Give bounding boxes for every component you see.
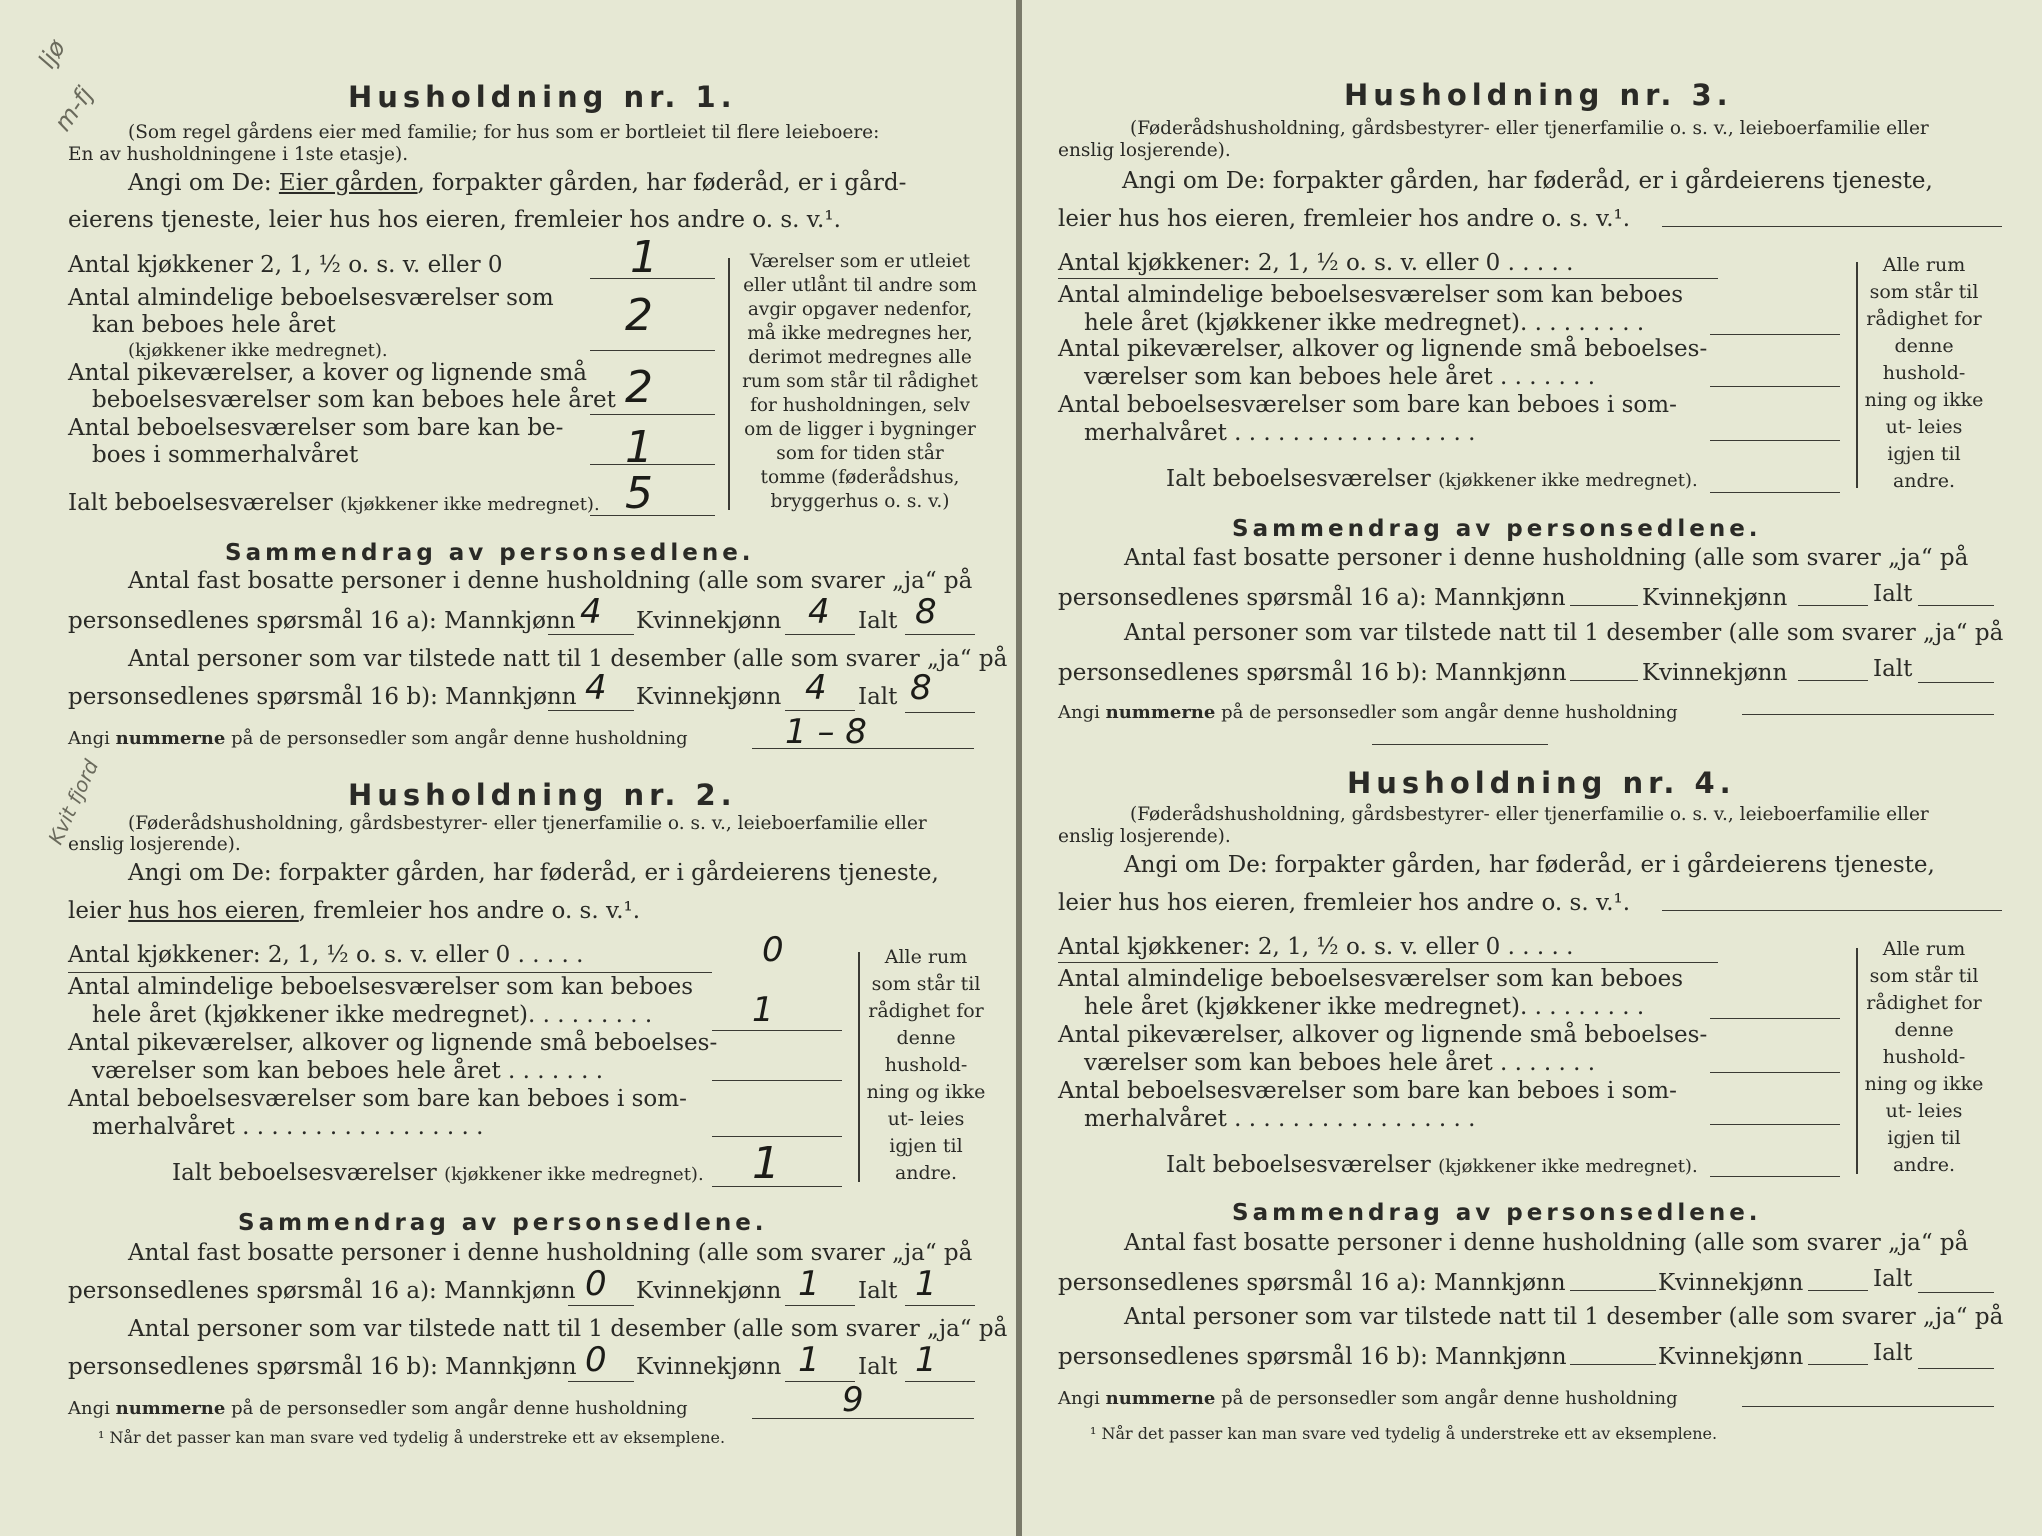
h4-brace — [1856, 948, 1858, 1174]
h2-kjokken-label: Antal kjøkkener: 2, 1, ½ o. s. v. eller 0 . . . . . — [68, 942, 584, 968]
h1-angi-line-2: eierens tjeneste, leier hus hos eieren, fremleier hos andre o. s. v.¹. — [68, 207, 841, 233]
h2-ialt-label: Ialt beboelsesværelser — [172, 1160, 437, 1186]
h1-kjokken-value: 1 — [630, 232, 658, 283]
h3-angi-line-2: leier hus hos eieren, fremleier hos andre o. s. v.¹. — [1058, 206, 1631, 232]
h3-pike-line-2: værelser som kan beboes hele året . . . . . . . — [1084, 364, 1596, 390]
h3-note-1: (Føderådshusholdning, gårdsbestyrer- eller tjenerfamilie o. s. v., leieboerfamilie eller — [1130, 118, 1929, 139]
h4-summary-b-line-2 — [1058, 1344, 1567, 1370]
h2-som-line-1: Antal beboelsesværelser som bare kan beboes i som- — [68, 1086, 687, 1112]
h2-a-ialt-label: Ialt — [858, 1278, 898, 1304]
h4-num-b: nummerne — [1105, 1388, 1216, 1409]
h4-b-kvinne-label: Kvinnekjønn — [1658, 1344, 1804, 1370]
h2-summary-a-line-1: Antal fast bosatte personer i denne husholdning (alle som svarer „ja“ på — [128, 1240, 973, 1266]
h3-ialt-note: (kjøkkener ikke medregnet). — [1438, 470, 1698, 491]
h4-ialt-note: (kjøkkener ikke medregnet). — [1438, 1156, 1698, 1177]
h3-a-mann-label: personsedlenes spørsmål 16 a): Mannkjønn — [1058, 585, 1566, 611]
h1-a-kvinne-value: 4 — [808, 592, 830, 632]
pencil-mark-1: ljø — [32, 34, 72, 74]
h2-ialt-value: 1 — [752, 1138, 780, 1189]
h1-alm-line-3: (kjøkkener ikke medregnet). — [128, 340, 388, 361]
h3-a-kvinne-label: Kvinnekjønn — [1642, 585, 1788, 611]
h1-note-1: (Som regel gårdens eier med familie; for hus som er bortleiet til flere leieboere: — [128, 122, 880, 143]
h3-title: Husholdning nr. 3. — [1344, 78, 1733, 112]
h4-b-mann-label: personsedlenes spørsmål 16 b): Mannkjønn — [1058, 1344, 1567, 1370]
h3-b-kvinne-label: Kvinnekjønn — [1642, 660, 1788, 686]
h2-pike-line-1: Antal pikeværelser, alkover og lignende små beboelses- — [68, 1030, 718, 1056]
h2-b-kvinne-label: Kvinnekjønn — [636, 1354, 782, 1380]
h2-b-mann-value: 0 — [585, 1340, 607, 1380]
h3-som-line-2: merhalvåret . . . . . . . . . . . . . . . . . — [1084, 420, 1476, 446]
h2-summary-a-line-2: personsedlenes spørsmål 16 a): Mannkjønn — [68, 1278, 576, 1304]
h1-side-note: Værelser som er utleiet eller utlånt til andre som avgir opgaver nedenfor, må ikke medregnes her, derimot medregnes alle rum som står til rådighet for husholdningen, selv om de ligger i bygninger som for tiden står tomme (føderådshus, bryggerhus o. s. v.) — [742, 251, 978, 512]
h2-title: Husholdning nr. 2. — [348, 778, 737, 812]
h4-nummerne — [1058, 1388, 1678, 1409]
h4-pike-line-2: værelser som kan beboes hele året . . . . . . . — [1084, 1050, 1596, 1076]
h1-summary-a-line-1: Antal fast bosatte personer i denne husholdning (alle som svarer „ja“ på — [128, 568, 973, 594]
h4-ialt-label: Ialt beboelsesværelser — [1166, 1152, 1431, 1178]
h1-alm-value: 2 — [625, 290, 653, 341]
h1-som-line-1: Antal beboelsesværelser som bare kan be- — [68, 415, 564, 441]
h3-summary-a-line-1: Antal fast bosatte personer i denne husholdning (alle som svarer „ja“ på — [1124, 545, 1969, 571]
h1-ialt-note: (kjøkkener ikke medregnet). — [340, 494, 600, 515]
h1-a-mann-value: 4 — [580, 592, 602, 632]
h4-summary-title: Sammendrag av personsedlene. — [1232, 1200, 1762, 1226]
h2-alm-line-1: Antal almindelige beboelsesværelser som kan beboes — [68, 974, 694, 1000]
h2-summary-b-line-1: Antal personer som var tilstede natt til 1 desember (alle som svarer „ja“ på — [128, 1316, 1008, 1342]
left-footnote: ¹ Når det passer kan man svare ved tydelig å understreke ett av eksemplene. — [98, 1428, 726, 1447]
h4-alm-line-2: hele året (kjøkkener ikke medregnet). . . . . . . . . — [1084, 994, 1645, 1020]
h2-angi-selected: hus hos eieren — [128, 898, 299, 924]
h3-note-2: enslig losjerende). — [1058, 140, 1231, 161]
h2-som-line-2: merhalvåret . . . . . . . . . . . . . . . . . — [92, 1114, 484, 1140]
h1-title: Husholdning nr. 1. — [348, 80, 737, 114]
h1-summary-a-line-2: personsedlenes spørsmål 16 a): Mannkjønn — [68, 608, 576, 634]
h4-side-note: Alle rum som står til rådighet for denne hushold- ning og ikke ut- leies igjen til andre. — [1864, 938, 1984, 1176]
h1-alm-line-1: Antal almindelige beboelsesværelser som — [68, 285, 554, 311]
h4-summary-a-line-1: Antal fast bosatte personer i denne husholdning (alle som svarer „ja“ på — [1124, 1230, 1969, 1256]
h4-num-a: Angi — [1058, 1388, 1100, 1409]
h2-b-kvinne-value: 1 — [798, 1340, 820, 1380]
h4-ialt — [1166, 1152, 1698, 1178]
h1-som-line-2: boes i sommerhalvåret — [92, 442, 359, 468]
h3-alm-line-1: Antal almindelige beboelsesværelser som kan beboes — [1058, 282, 1684, 308]
h2-num-b: nummerne — [115, 1398, 226, 1419]
h3-summary-b-line-2 — [1058, 660, 1567, 686]
h1-summary-b-line-2: personsedlenes spørsmål 16 b): Mannkjønn — [68, 684, 577, 710]
h4-a-mann-label: personsedlenes spørsmål 16 a): Mannkjønn — [1058, 1270, 1566, 1296]
h3-kjokken-label: Antal kjøkkener: 2, 1, ½ o. s. v. eller 0 . . . . . — [1058, 250, 1574, 276]
h2-brace — [858, 952, 860, 1182]
h4-som-line-1: Antal beboelsesværelser som bare kan beboes i som- — [1058, 1078, 1677, 1104]
h4-note-2: enslig losjerende). — [1058, 826, 1231, 847]
h3-a-ialt-label: Ialt — [1873, 581, 1913, 607]
h4-angi-line-1: Angi om De: forpakter gården, har føderåd, er i gårdeierens tjeneste, — [1124, 852, 1935, 878]
h1-num-b: nummerne — [115, 728, 226, 749]
h2-summary-b-line-2: personsedlenes spørsmål 16 b): Mannkjønn — [68, 1354, 577, 1380]
h3-nummerne — [1058, 702, 1678, 723]
h1-angi-selected: Eier gården — [278, 170, 418, 196]
pencil-mark-2: m-fj — [48, 81, 99, 137]
h1-pike-line-1: Antal pikeværelser, a kover og lignende små — [68, 360, 587, 386]
h4-pike-line-1: Antal pikeværelser, alkover og lignende små beboelses- — [1058, 1022, 1708, 1048]
h1-ialt-label: Ialt beboelsesværelser — [68, 490, 333, 516]
h1-angi-label: Angi om De: — [128, 170, 272, 196]
h4-note-1: (Føderådshusholdning, gårdsbestyrer- eller tjenerfamilie o. s. v., leieboerfamilie eller — [1130, 804, 1929, 825]
h4-angi-line-2: leier hus hos eieren, fremleier hos andre o. s. v.¹. — [1058, 890, 1631, 916]
h1-num-c: på de personsedler som angår denne husholdning — [231, 728, 688, 749]
h3-ialt — [1166, 466, 1698, 492]
h1-som-value: 1 — [625, 422, 653, 473]
h1-b-kvinne-label: Kvinnekjønn — [636, 684, 782, 710]
h1-nummerne — [68, 728, 688, 749]
h3-num-b: nummerne — [1105, 702, 1216, 723]
h4-a-kvinne-label: Kvinnekjønn — [1658, 1270, 1804, 1296]
h2-note-1: (Føderådshusholdning, gårdsbestyrer- eller tjenerfamilie o. s. v., leieboerfamilie eller — [128, 813, 927, 834]
h3-summary-title: Sammendrag av personsedlene. — [1232, 516, 1762, 542]
h2-pike-line-2: værelser som kan beboes hele året . . . . . . . — [92, 1058, 604, 1084]
h2-angi-rest: , fremleier hos andre o. s. v.¹. — [298, 898, 641, 924]
h2-a-kvinne-label: Kvinnekjønn — [636, 1278, 782, 1304]
h1-angi-line-1 — [128, 170, 906, 196]
h3-side-note: Alle rum som står til rådighet for denne hushold- ning og ikke ut- leies igjen til andre. — [1864, 254, 1984, 492]
h1-num-a: Angi — [68, 728, 110, 749]
h1-summary-title: Sammendrag av personsedlene. — [225, 540, 755, 566]
h1-a-ialt-label: Ialt — [858, 608, 898, 634]
h2-a-mann-value: 0 — [585, 1264, 607, 1304]
h3-summary-b-line-1: Antal personer som var tilstede natt til 1 desember (alle som svarer „ja“ på — [1124, 620, 2004, 646]
h1-note-2: En av husholdningene i 1ste etasje). — [68, 144, 409, 165]
h4-b-ialt-label: Ialt — [1873, 1340, 1913, 1366]
h3-summary-a-line-2 — [1058, 585, 1566, 611]
h2-angi-line-1: Angi om De: forpakter gården, har føderåd, er i gårdeierens tjeneste, — [128, 860, 939, 886]
h2-nummerne — [68, 1398, 688, 1419]
h2-num-c: på de personsedler som angår denne husholdning — [231, 1398, 688, 1419]
h1-a-ialt-value: 8 — [915, 592, 937, 632]
h3-pike-line-1: Antal pikeværelser, alkover og lignende små beboelses- — [1058, 336, 1708, 362]
h1-summary-b-line-1: Antal personer som var tilstede natt til 1 desember (alle som svarer „ja“ på — [128, 646, 1008, 672]
section-divider — [1372, 744, 1548, 745]
h3-num-c: på de personsedler som angår denne husholdning — [1221, 702, 1678, 723]
h1-brace — [728, 258, 730, 510]
h4-num-c: på de personsedler som angår denne husholdning — [1221, 1388, 1678, 1409]
h1-ialt — [68, 490, 600, 516]
h3-b-ialt-label: Ialt — [1873, 656, 1913, 682]
h2-side-note: Alle rum som står til rådighet for denne hushold- ning og ikke ut- leies igjen til andre. — [866, 946, 986, 1184]
h1-b-ialt-value: 8 — [910, 668, 932, 708]
h1-b-mann-value: 4 — [585, 668, 607, 708]
h4-som-line-2: merhalvåret . . . . . . . . . . . . . . . . . — [1084, 1106, 1476, 1132]
h2-ialt-note: (kjøkkener ikke medregnet). — [444, 1164, 704, 1185]
h2-a-kvinne-value: 1 — [798, 1264, 820, 1304]
h3-brace — [1856, 262, 1858, 488]
h2-b-ialt-label: Ialt — [858, 1354, 898, 1380]
h1-pike-value: 2 — [625, 362, 653, 413]
h3-num-a: Angi — [1058, 702, 1100, 723]
h2-angi-leier: leier — [68, 898, 121, 924]
h1-ialt-value: 5 — [625, 468, 653, 519]
h1-alm-line-2: kan beboes hele året — [92, 312, 336, 338]
h2-ialt — [172, 1160, 704, 1186]
h4-kjokken-label: Antal kjøkkener: 2, 1, ½ o. s. v. eller 0 . . . . . — [1058, 934, 1574, 960]
h2-summary-title: Sammendrag av personsedlene. — [238, 1210, 768, 1236]
h2-note-2: enslig losjerende). — [68, 834, 241, 855]
h1-b-ialt-label: Ialt — [858, 684, 898, 710]
h4-summary-b-line-1: Antal personer som var tilstede natt til 1 desember (alle som svarer „ja“ på — [1124, 1304, 2004, 1330]
h2-a-ialt-value: 1 — [915, 1264, 937, 1304]
h1-num-value: 1 – 8 — [785, 712, 867, 752]
h1-b-kvinne-value: 4 — [805, 668, 827, 708]
h1-pike-line-2: beboelsesværelser som kan beboes hele året — [92, 387, 616, 413]
h3-angi-line-1: Angi om De: forpakter gården, har føderåd, er i gårdeierens tjeneste, — [1122, 168, 1933, 194]
left-page — [0, 0, 1018, 1536]
h3-alm-line-2: hele året (kjøkkener ikke medregnet). . . . . . . . . — [1084, 310, 1645, 336]
h4-alm-line-1: Antal almindelige beboelsesværelser som kan beboes — [1058, 966, 1684, 992]
h4-summary-a-line-2 — [1058, 1270, 1566, 1296]
h2-num-value: 9 — [842, 1380, 864, 1420]
h1-a-kvinne-label: Kvinnekjønn — [636, 608, 782, 634]
h2-kjokken-value: 0 — [762, 930, 784, 970]
h3-som-line-1: Antal beboelsesværelser som bare kan beboes i som- — [1058, 392, 1677, 418]
right-page — [1022, 0, 2042, 1536]
h1-kjokken-label: Antal kjøkkener 2, 1, ½ o. s. v. eller 0 — [68, 252, 503, 278]
h2-alm-line-2: hele året (kjøkkener ikke medregnet). . . . . . . . . — [92, 1002, 653, 1028]
pencil-mark-3: Kvit fjord — [43, 755, 104, 849]
h4-title: Husholdning nr. 4. — [1347, 766, 1736, 800]
h3-b-mann-label: personsedlenes spørsmål 16 b): Mannkjønn — [1058, 660, 1567, 686]
h4-a-ialt-label: Ialt — [1873, 1266, 1913, 1292]
h2-angi-line-2 — [68, 898, 640, 924]
h3-ialt-label: Ialt beboelsesværelser — [1166, 466, 1431, 492]
right-footnote: ¹ Når det passer kan man svare ved tydelig å understreke ett av eksemplene. — [1090, 1424, 1718, 1443]
h1-angi-options: , forpakter gården, har føderåd, er i gård- — [417, 170, 907, 196]
h2-b-ialt-value: 1 — [915, 1340, 937, 1380]
h2-num-a: Angi — [68, 1398, 110, 1419]
h2-alm-value: 1 — [752, 990, 774, 1030]
